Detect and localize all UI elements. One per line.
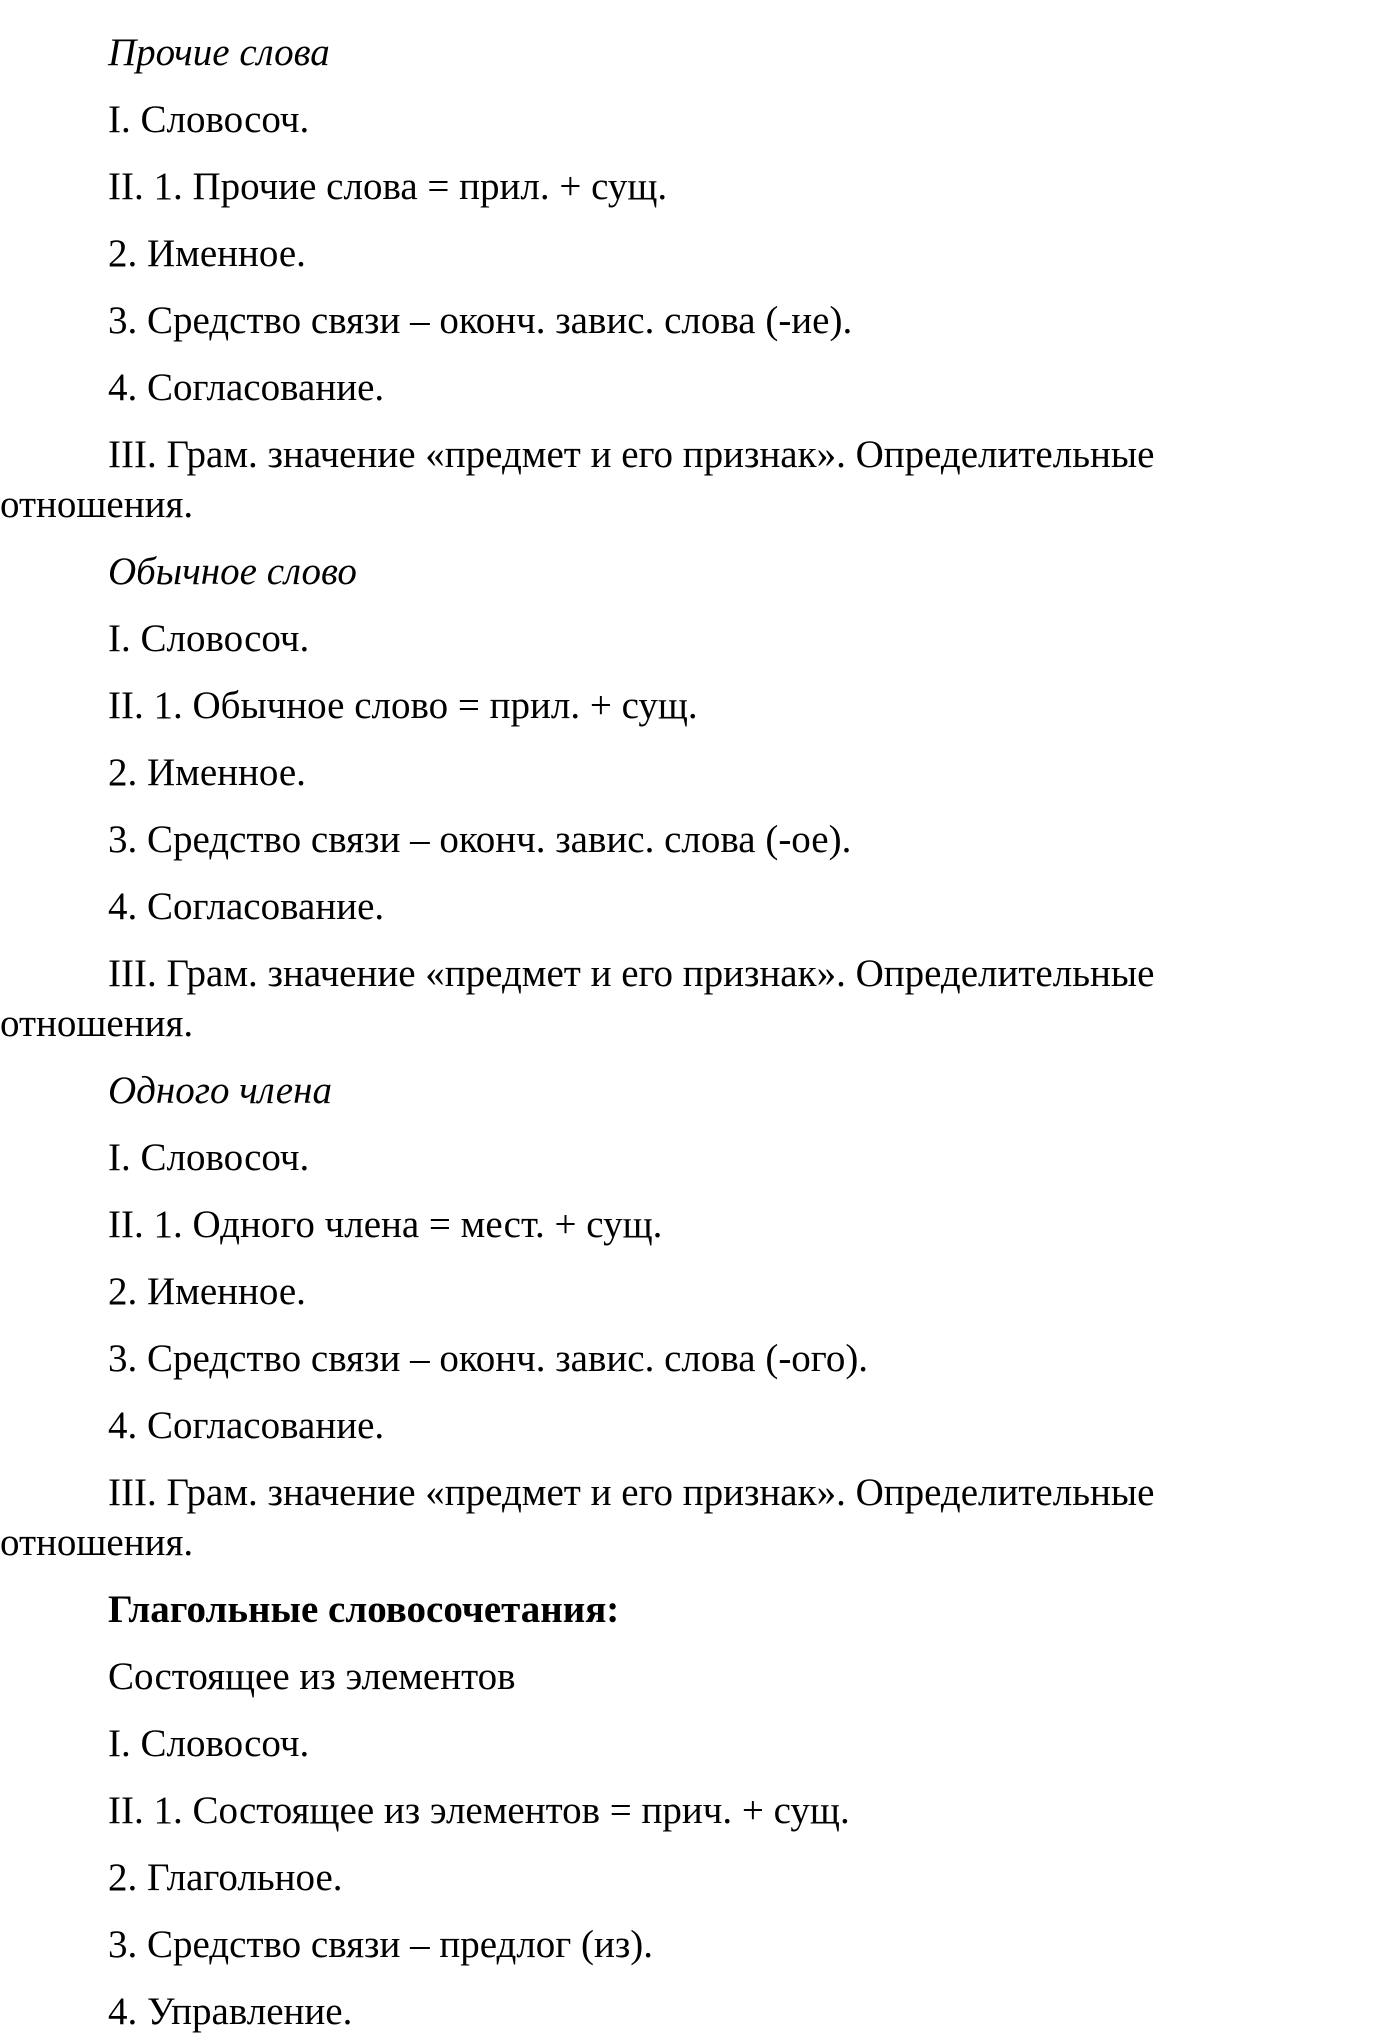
block-line: 4. Согласование. xyxy=(108,366,385,409)
block-line: 4. Согласование. xyxy=(108,1404,385,1447)
block-paragraph-start: III. Грам. значение «предмет и его признак». Определительные xyxy=(108,952,1155,995)
block-line: I. Словосоч. xyxy=(108,617,310,660)
section-line: 3. Средство связи – предлог (из). xyxy=(108,1923,654,1966)
section-heading: Состоящее из элементов xyxy=(108,1655,516,1698)
block-line: 3. Средство связи – оконч. завис. слова (-ие). xyxy=(108,299,853,342)
block-line: II. 1. Одного члена = мест. + сущ. xyxy=(108,1203,663,1246)
block-paragraph-end: отношения. xyxy=(0,1002,194,1045)
block-heading: Обычное слово xyxy=(108,550,357,593)
block-paragraph-end: отношения. xyxy=(0,483,194,526)
block-line: II. 1. Обычное слово = прил. + сущ. xyxy=(108,684,698,727)
block-line: I. Словосоч. xyxy=(108,98,310,141)
block-line: I. Словосоч. xyxy=(108,1136,310,1179)
block-line: II. 1. Прочие слова = прил. + сущ. xyxy=(108,165,668,208)
block-line: 4. Согласование. xyxy=(108,885,385,928)
block-heading: Одного члена xyxy=(108,1069,332,1112)
block-heading: Прочие слова xyxy=(108,31,330,74)
block-line: 2. Именное. xyxy=(108,751,306,794)
block-line: 3. Средство связи – оконч. завис. слова (-ого). xyxy=(108,1337,869,1380)
section-line: 2. Глагольное. xyxy=(108,1856,343,1899)
section-title: Глагольные словосочетания: xyxy=(108,1588,620,1631)
block-paragraph-start: III. Грам. значение «предмет и его признак». Определительные xyxy=(108,433,1155,476)
block-line: 3. Средство связи – оконч. завис. слова (-ое). xyxy=(108,818,852,861)
section-line: 4. Управление. xyxy=(108,1990,353,2033)
block-line: 2. Именное. xyxy=(108,1270,306,1313)
section-line: II. 1. Состоящее из элементов = прич. + сущ. xyxy=(108,1789,850,1832)
block-paragraph-end: отношения. xyxy=(0,1521,194,1564)
block-line: 2. Именное. xyxy=(108,232,306,275)
block-paragraph-start: III. Грам. значение «предмет и его признак». Определительные xyxy=(108,1471,1155,1514)
section-line: I. Словосоч. xyxy=(108,1722,310,1765)
